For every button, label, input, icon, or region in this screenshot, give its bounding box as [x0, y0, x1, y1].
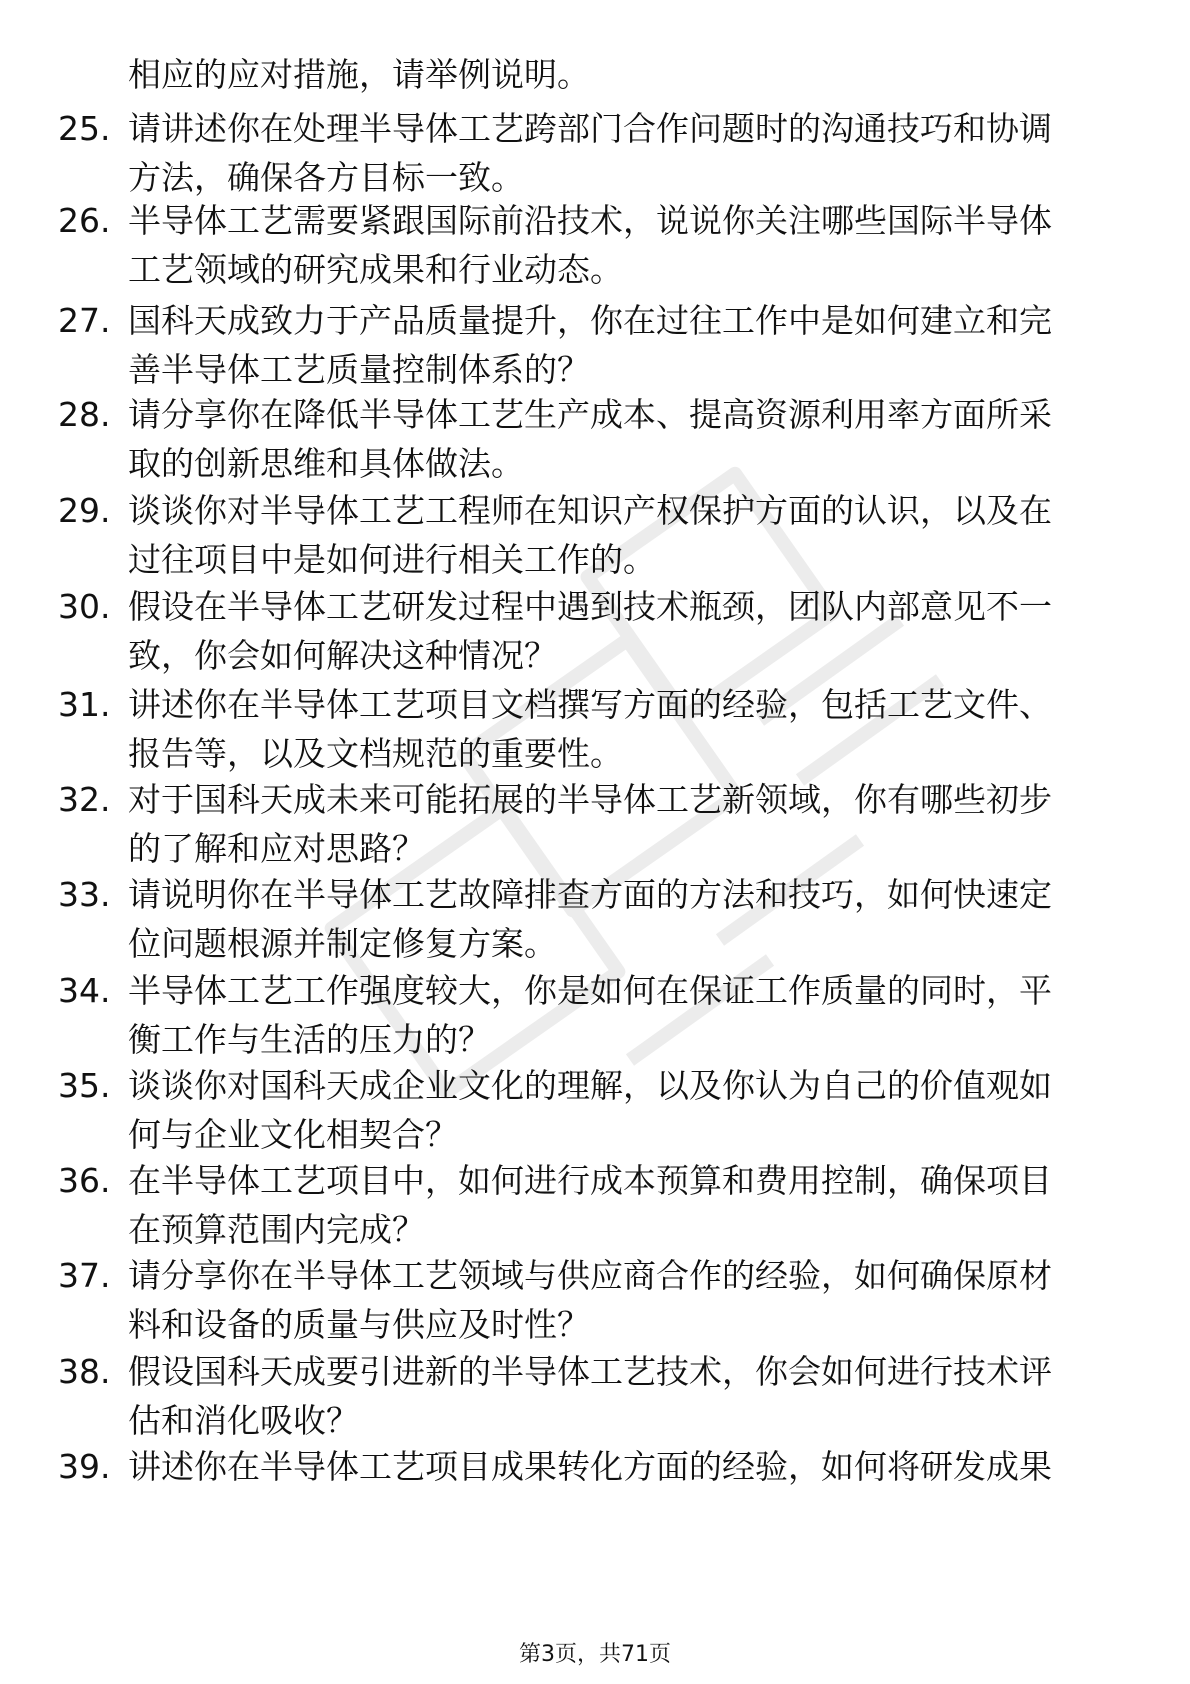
question-line: 方法，确保各方目标一致。: [128, 158, 524, 197]
question-text: [128, 775, 1118, 873]
question-number: 31.: [58, 685, 111, 724]
question-line: 报告等，以及文档规范的重要性。: [128, 734, 623, 773]
continuation-text: 相应的应对措施，请举例说明。: [128, 55, 590, 94]
question-number: 38.: [58, 1352, 111, 1391]
question-number: 39.: [58, 1447, 111, 1486]
question-line: 何与企业文化相契合？: [128, 1115, 458, 1154]
question-line: 谈谈你对半导体工艺工程师在知识产权保护方面的认识，以及在: [128, 491, 1052, 530]
question-number: 32.: [58, 780, 111, 819]
question-line: 过往项目中是如何进行相关工作的。: [128, 540, 656, 579]
question-text: [128, 1156, 1118, 1254]
question-text: [128, 680, 1118, 778]
question-line: 在半导体工艺项目中，如何进行成本预算和费用控制，确保项目: [128, 1161, 1052, 1200]
question-line: 假设国科天成要引进新的半导体工艺技术，你会如何进行技术评: [128, 1352, 1052, 1391]
question-line: 取的创新思维和具体做法。: [128, 444, 524, 483]
question-number: 36.: [58, 1161, 111, 1200]
question-line: 假设在半导体工艺研发过程中遇到技术瓶颈，团队内部意见不一: [128, 587, 1052, 626]
question-text: [128, 390, 1118, 488]
question-line: 请分享你在降低半导体工艺生产成本、提高资源利用率方面所采: [128, 395, 1052, 434]
question-number: 25.: [58, 109, 111, 148]
question-line: 半导体工艺需要紧跟国际前沿技术，说说你关注哪些国际半导体: [128, 201, 1052, 240]
question-line: 的了解和应对思路？: [128, 829, 425, 868]
page-footer: 第3页，共71页: [519, 1642, 671, 1667]
question-text: [128, 1347, 1118, 1445]
question-text: [128, 582, 1118, 680]
question-line: 料和设备的质量与供应及时性？: [128, 1305, 590, 1344]
question-line: 在预算范围内完成？: [128, 1210, 425, 1249]
question-line: 位问题根源并制定修复方案。: [128, 924, 557, 963]
question-text: [128, 486, 1118, 584]
question-text: [128, 296, 1118, 394]
question-line: 对于国科天成未来可能拓展的半导体工艺新领域，你有哪些初步: [128, 780, 1052, 819]
question-number: 37.: [58, 1256, 111, 1295]
question-number: 35.: [58, 1066, 111, 1105]
question-text: [128, 104, 1118, 202]
question-text: [128, 966, 1118, 1064]
question-number: 33.: [58, 875, 111, 914]
question-line: 致，你会如何解决这种情况？: [128, 636, 557, 675]
question-line: 国科天成致力于产品质量提升，你在过往工作中是如何建立和完: [128, 301, 1052, 340]
question-line: 请说明你在半导体工艺故障排查方面的方法和技巧，如何快速定: [128, 875, 1052, 914]
question-text: [128, 1061, 1118, 1159]
question-number: 29.: [58, 491, 111, 530]
question-text: [128, 196, 1118, 294]
question-line: 讲述你在半导体工艺项目文档撰写方面的经验，包括工艺文件、: [128, 685, 1052, 724]
question-line: 估和消化吸收？: [128, 1401, 359, 1440]
question-line: 善半导体工艺质量控制体系的？: [128, 350, 590, 389]
question-line: 请分享你在半导体工艺领域与供应商合作的经验，如何确保原材: [128, 1256, 1052, 1295]
question-number: 30.: [58, 587, 111, 626]
question-number: 27.: [58, 301, 111, 340]
question-line: 工艺领域的研究成果和行业动态。: [128, 250, 623, 289]
question-line: 请讲述你在处理半导体工艺跨部门合作问题时的沟通技巧和协调: [128, 109, 1052, 148]
question-number: 28.: [58, 395, 111, 434]
question-text: [128, 1442, 1118, 1491]
question-line: 半导体工艺工作强度较大，你是如何在保证工作质量的同时，平: [128, 971, 1052, 1010]
question-number: 26.: [58, 201, 111, 240]
question-number: 34.: [58, 971, 111, 1010]
question-line: 衡工作与生活的压力的？: [128, 1020, 491, 1059]
question-line: 谈谈你对国科天成企业文化的理解，以及你认为自己的价值观如: [128, 1066, 1052, 1105]
question-line: 讲述你在半导体工艺项目成果转化方面的经验，如何将研发成果: [128, 1447, 1052, 1486]
question-text: [128, 1251, 1118, 1349]
question-text: [128, 870, 1118, 968]
